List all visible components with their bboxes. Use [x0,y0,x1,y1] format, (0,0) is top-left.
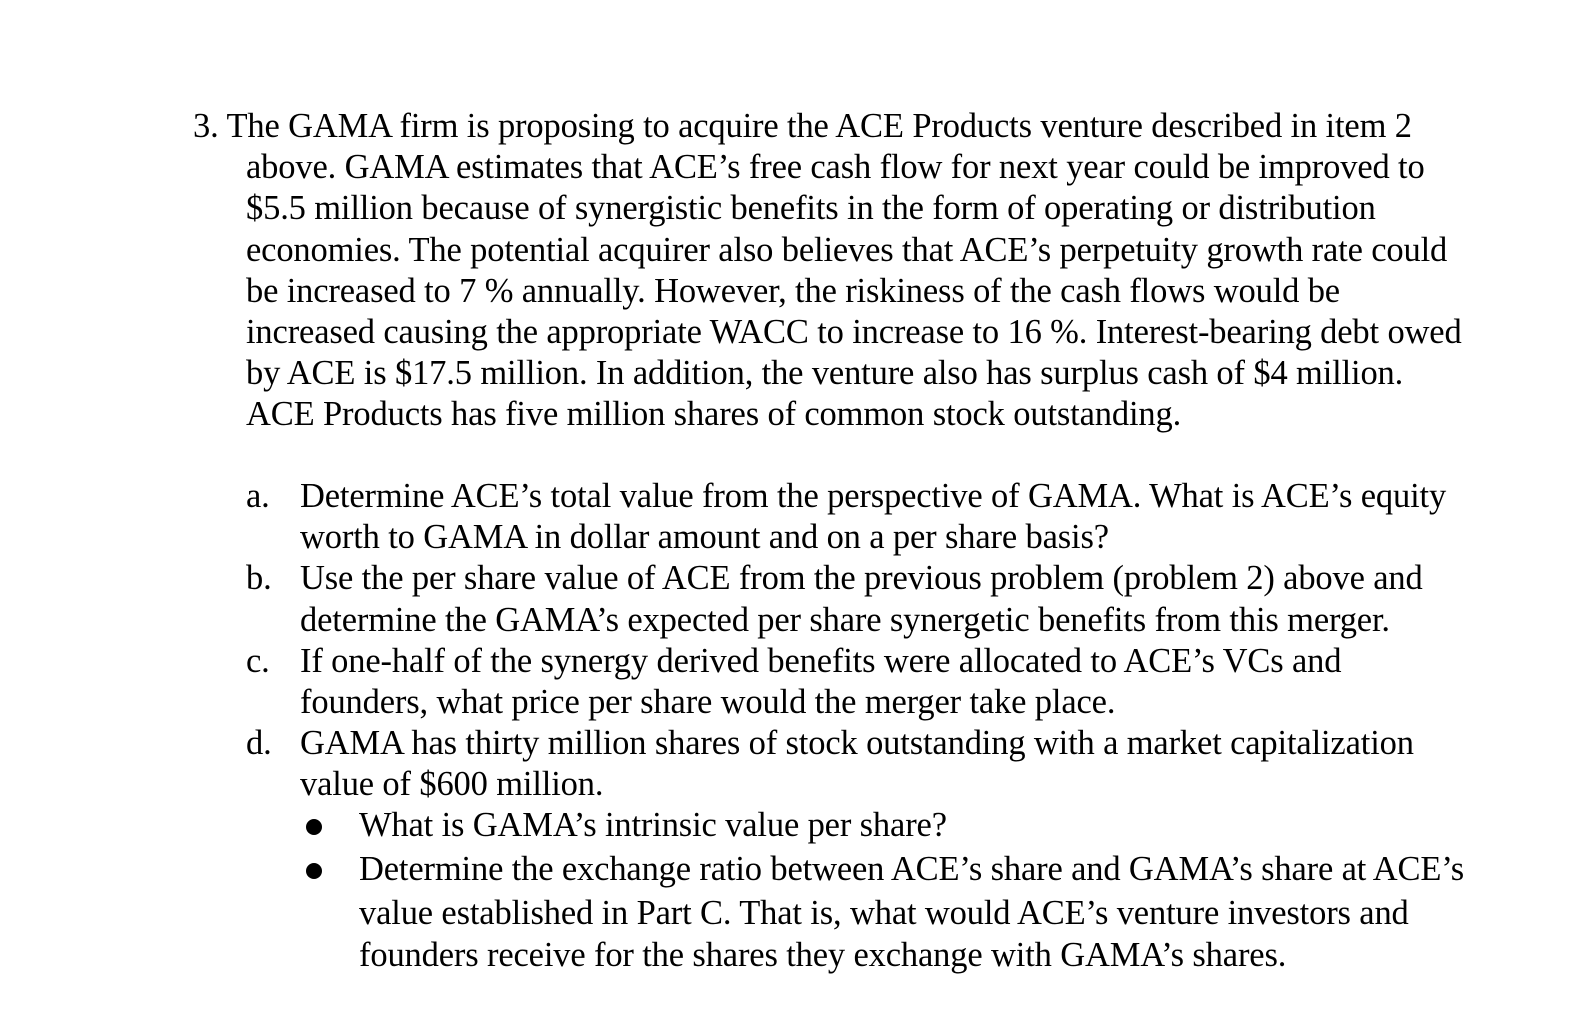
bullet-icon [306,819,322,835]
problem-3 [193,106,1538,436]
problem-text-line: ACE Products has five million shares of common stock outstanding. [246,395,1182,434]
problem-line-1 [193,106,1538,147]
part-text-line: Determine ACE’s total value from the perspective of GAMA. What is ACE’s equity [300,477,1447,515]
part-a [246,476,1546,558]
sub-questions [246,476,1546,806]
part-letter: a. [246,477,270,515]
bullet-item [300,805,1560,846]
part-text-line: Use the per share value of ACE from the previous problem (problem 2) above and [300,559,1423,598]
bullet-item [300,849,1560,976]
part-b [246,558,1546,640]
part-text-line: GAMA has thirty million shares of stock outstanding with a market capitalization [300,724,1414,763]
part-text-line: value of $600 million. [300,765,604,804]
part-letter: c. [246,641,270,680]
part-text-line: If one-half of the synergy derived benefits were allocated to ACE’s VCs and [300,641,1342,680]
bullet-text-line: Determine the exchange ratio between ACE’s share and GAMA’s share at ACE’s [359,850,1465,889]
part-d [246,723,1546,805]
part-letter: b. [246,559,272,598]
problem-number: 3. [193,107,219,145]
problem-text-line: increased causing the appropriate WACC to increase to 16 %. Interest-bearing debt owed [246,313,1462,352]
part-d-bullets [300,805,1560,976]
bullet-text-line: founders receive for the shares they exchange with GAMA’s shares. [359,935,1287,974]
problem-text-line: above. GAMA estimates that ACE’s free cash flow for next year could be improved to [246,148,1425,187]
problem-text-line: by ACE is $17.5 million. In addition, the venture also has surplus cash of $4 million. [246,354,1404,393]
bullet-text-line: value established in Part C. That is, what would ACE’s venture investors and [359,894,1409,933]
problem-text-line: economies. The potential acquirer also believes that ACE’s perpetuity growth rate could [246,230,1448,269]
bullet-icon [306,863,322,879]
part-text-line: determine the GAMA’s expected per share synergetic benefits from this merger. [300,600,1390,639]
bullet-text-line: What is GAMA’s intrinsic value per share? [359,806,947,844]
problem-text-line: The GAMA firm is proposing to acquire the ACE Products venture described in item 2 [226,107,1412,145]
part-text-line: worth to GAMA in dollar amount and on a per share basis? [300,518,1109,557]
problem-text-line: $5.5 million because of synergistic benefits in the form of operating or distribution [246,189,1376,228]
part-letter: d. [246,724,272,763]
part-c [246,641,1546,723]
part-text-line: founders, what price per share would the merger take place. [300,683,1116,722]
problem-text-line: be increased to 7 % annually. However, the riskiness of the cash flows would be [246,271,1340,310]
